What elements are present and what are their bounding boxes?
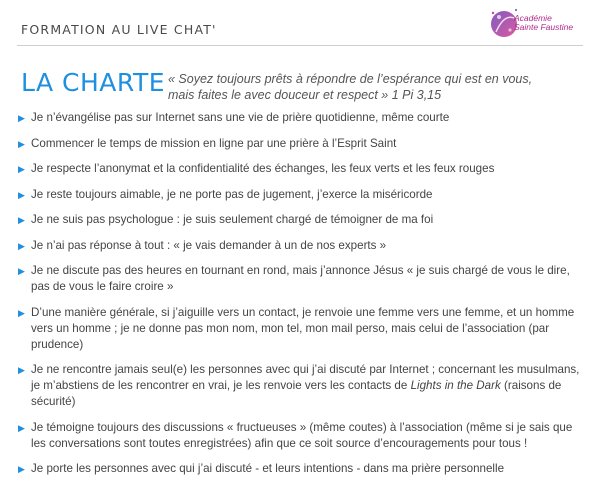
list-item: ▶ Je ne discute pas des heures en tournant en rond, mais j’annonce Jésus « je suis chargé de vous le dire, pas de vous le faire croire » bbox=[18, 264, 570, 293]
list-item: ▶ Je ne rencontre jamais seul(e) les personnes avec qui j’ai discuté par Internet ; concernant les musulmans, je m’abstiens de les rencontrer en vrai, je les renvoie vers les contacts de Lights in the Dark (raisons de sécurité) bbox=[18, 363, 580, 408]
slide-header-title: FORMATION AU LIVE CHAT' bbox=[21, 22, 217, 37]
bullet-triangle-icon: ▶ bbox=[18, 113, 25, 123]
list-item: ▶ Je respecte l’anonymat et la confidentialité des échanges, les feux verts et les feux rouges bbox=[18, 162, 495, 175]
bullet-triangle-icon: ▶ bbox=[18, 189, 25, 200]
quote-line-1: « Soyez toujours prêts à répondre de l’espérance qui est en vous, bbox=[168, 72, 533, 86]
bullet-triangle-icon: ▶ bbox=[18, 307, 25, 318]
bullet-triangle-icon: ▶ bbox=[18, 464, 25, 474]
list-item: ▶ Je ne suis pas psychologue : je suis seulement chargé de témoigner de ma foi bbox=[18, 213, 434, 226]
bullet-triangle-icon: ▶ bbox=[18, 215, 25, 225]
list-item: ▶ D’une manière générale, si j’aiguille vers un contact, je renvoie une femme vers une femme, et un homme vers un homme ; je ne donne pas mon nom, mon tel, mon mail perso, mais celui de l’association (par prudence) bbox=[18, 305, 575, 351]
header-divider bbox=[17, 45, 583, 46]
list-item: ▶ Je témoigne toujours des discussions « fructueuses » (même coutes) à l’association (même si je sais que les conversations sont toutes enregistrées) afin que ce soit source d’encouragements pour tous ! bbox=[18, 420, 573, 450]
list-item: ▶ Je n’ai pas réponse à tout : « je vais demander à un de nos experts » bbox=[18, 238, 387, 252]
list-item: ▶ Je porte les personnes avec qui j’ai discuté - et leurs intentions - dans ma prière personnelle bbox=[18, 462, 505, 475]
logo-wordmark: Académie Sainte Faustine bbox=[514, 13, 574, 32]
slide-header bbox=[0, 0, 600, 52]
quote-line-2: mais faites le avec douceur et respect » 1 Pi 3,15 bbox=[168, 88, 442, 102]
charte-title: LA CHARTE bbox=[21, 68, 166, 97]
list-item: ▶ Je reste toujours aimable, je ne porte pas de jugement, j’exerce la miséricorde bbox=[18, 187, 433, 201]
bullet-triangle-icon: ▶ bbox=[18, 138, 25, 149]
list-item: ▶ Commencer le temps de mission en ligne par une prière à l’Esprit Saint bbox=[18, 136, 397, 150]
scripture-quote bbox=[168, 71, 548, 103]
bullet-triangle-icon: ▶ bbox=[18, 266, 25, 276]
charte-rules-list bbox=[17, 110, 587, 487]
list-item: ▶ Je n’évangélise pas sur Internet sans une vie de prière quotidienne, même courte bbox=[18, 111, 450, 124]
bullet-triangle-icon: ▶ bbox=[18, 164, 25, 174]
bullet-triangle-icon: ▶ bbox=[18, 422, 25, 433]
bullet-triangle-icon: ▶ bbox=[18, 365, 25, 375]
bullet-triangle-icon: ▶ bbox=[18, 240, 25, 251]
academie-logo bbox=[486, 4, 584, 44]
